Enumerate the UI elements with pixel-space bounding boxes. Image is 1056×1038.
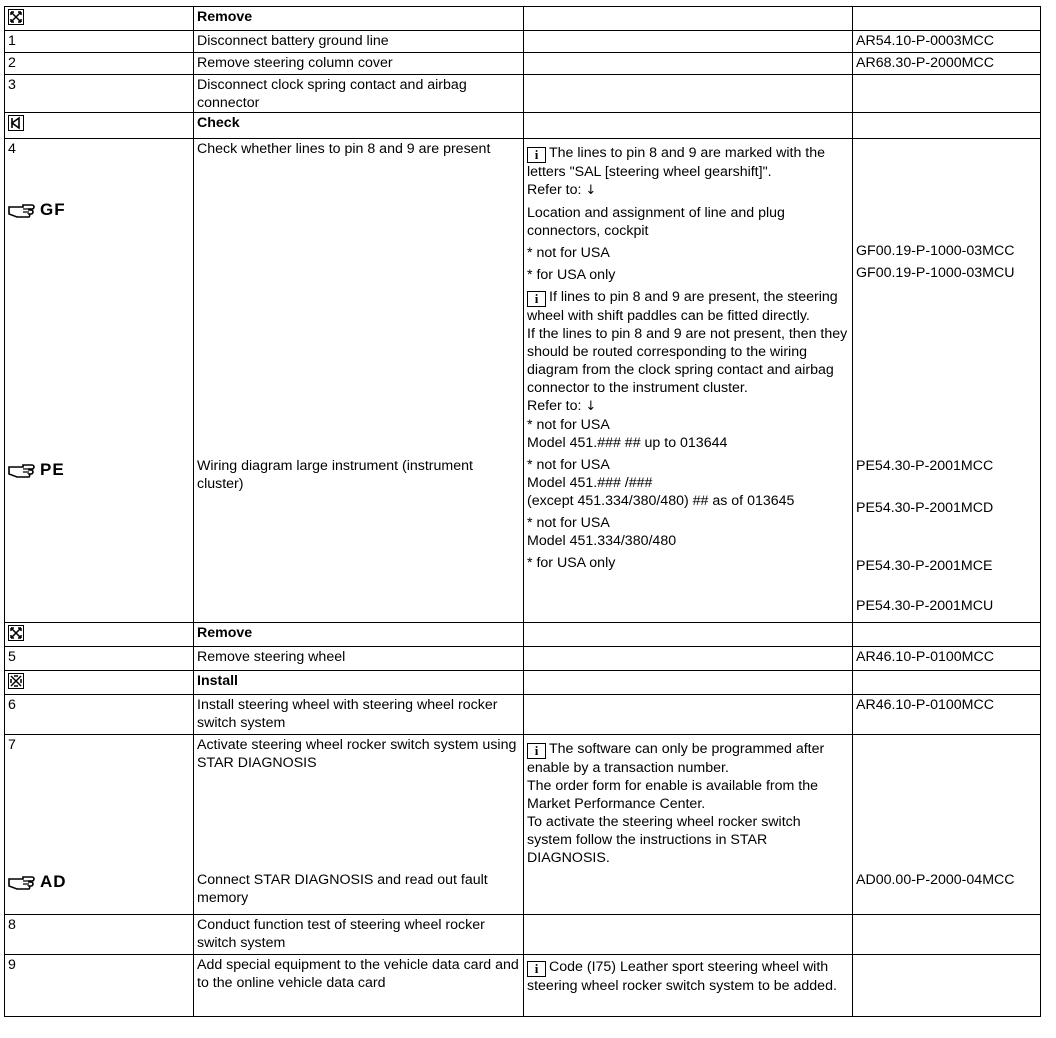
section-row-check: [5, 113, 1041, 139]
condition-text: * not for USA: [527, 417, 610, 433]
step-text: Activate steering wheel rocker switch system using STAR DIAGNOSIS: [197, 737, 517, 771]
reference-link[interactable]: PE54.30-P-2001MCD: [856, 500, 994, 516]
table-row: [5, 53, 1041, 75]
table-row: [5, 915, 1041, 955]
condition-text: * not for USA: [527, 457, 610, 473]
note-text: Code (I75) Leather sport steering wheel with steering wheel rocker switch system to be added.: [527, 959, 837, 994]
step-number: 7: [8, 737, 16, 753]
note-text: If lines to pin 8 and 9 are present, the steering wheel with shift paddles can be fitted directly.: [527, 289, 838, 324]
section-row-install: [5, 671, 1041, 695]
work-procedure-table: [4, 6, 1041, 1017]
condition-text: * for USA only: [527, 555, 616, 571]
model-text: Model 451.### /###: [527, 475, 653, 491]
reference-link[interactable]: AR68.30-P-2000MCC: [853, 53, 1041, 75]
note-text: The order form for enable is available from the Market Performance Center.: [527, 778, 818, 812]
section-title: Remove: [194, 7, 524, 31]
install-icon: [8, 673, 24, 689]
step-number: 5: [5, 647, 194, 671]
table-row: [5, 695, 1041, 735]
note-text: If the lines to pin 8 and 9 are not present, then they should be routed corresponding to the wiring diagram from the clock spring contact and airbag connector to the instrument cluster.: [527, 326, 848, 396]
table-row: [5, 75, 1041, 113]
remove-icon: [8, 625, 24, 641]
pe-label: PE: [40, 460, 65, 479]
step-text: Remove steering wheel: [194, 647, 524, 671]
table-row: [5, 955, 1041, 1017]
reference-link[interactable]: PE54.30-P-2001MCU: [856, 598, 994, 614]
info-icon: i: [527, 961, 546, 977]
step-number: 9: [5, 955, 194, 1017]
step-number: 1: [5, 31, 194, 53]
table-row: [5, 31, 1041, 53]
reference-link[interactable]: AD00.00-P-2000-04MCC: [856, 872, 1015, 888]
section-row-remove: [5, 7, 1041, 31]
section-title: Install: [194, 671, 524, 695]
reference-link[interactable]: AR46.10-P-0100MCC: [853, 695, 1041, 735]
note-text: The software can only be programmed after enable by a transaction number.: [527, 741, 825, 776]
step-number: 2: [5, 53, 194, 75]
step-text: Add special equipment to the vehicle data card and to the online vehicle data card: [194, 955, 524, 1017]
reference-link[interactable]: AR54.10-P-0003MCC: [853, 31, 1041, 53]
step-number: 4: [8, 141, 16, 157]
note-text: The lines to pin 8 and 9 are marked with the letters "SAL [steering wheel gearshift]".: [527, 145, 826, 180]
gf-label: GF: [40, 200, 66, 219]
ad-text: Connect STAR DIAGNOSIS and read out fault memory: [197, 872, 488, 906]
down-arrow-icon[interactable]: ↓: [585, 183, 597, 198]
section-title: Remove: [194, 623, 524, 647]
step-number: 6: [5, 695, 194, 735]
pointing-hand-icon: [8, 874, 38, 890]
reference-link[interactable]: GF00.19-P-1000-03MCC: [856, 243, 1015, 259]
table-row: [5, 139, 1041, 623]
refer-to-label: Refer to:: [527, 182, 582, 198]
note-text: To activate the steering wheel rocker switch system follow the instructions in STAR DIAGNOSIS.: [527, 814, 801, 866]
model-text: (except 451.334/380/480) ## as of 013645: [527, 493, 795, 509]
step-text: Disconnect battery ground line: [194, 31, 524, 53]
model-text: Model 451.### ## up to 013644: [527, 435, 728, 451]
step-text: Check whether lines to pin 8 and 9 are present: [197, 141, 491, 157]
wiring-diagram-text: Wiring diagram large instrument (instrument cluster): [197, 458, 473, 492]
step-text: Install steering wheel with steering wheel rocker switch system: [194, 695, 524, 735]
refer-to-label: Refer to:: [527, 398, 582, 414]
model-text: Model 451.334/380/480: [527, 533, 677, 549]
check-icon: [8, 115, 24, 131]
step-text: Conduct function test of steering wheel rocker switch system: [194, 915, 524, 955]
down-arrow-icon[interactable]: ↓: [585, 399, 597, 414]
step-number: 8: [5, 915, 194, 955]
step-text: Remove steering column cover: [194, 53, 524, 75]
condition-text: * not for USA: [527, 515, 610, 531]
remove-icon: [8, 9, 24, 25]
gf-reference-marker[interactable]: [8, 201, 66, 219]
reference-link[interactable]: AR46.10-P-0100MCC: [853, 647, 1041, 671]
info-icon: i: [527, 147, 546, 163]
reference-link[interactable]: PE54.30-P-2001MCE: [856, 558, 993, 574]
step-text: Disconnect clock spring contact and airbag connector: [194, 75, 524, 113]
pointing-hand-icon: [8, 202, 38, 218]
info-icon: i: [527, 743, 546, 759]
section-title: Check: [194, 113, 524, 139]
pe-reference-marker[interactable]: [8, 461, 65, 479]
ad-reference-marker[interactable]: [8, 873, 67, 891]
table-row: [5, 735, 1041, 915]
condition-text: * not for USA: [527, 245, 610, 261]
table-row: [5, 647, 1041, 671]
step-number: 3: [5, 75, 194, 113]
ad-label: AD: [40, 872, 67, 891]
location-text: Location and assignment of line and plug connectors, cockpit: [527, 205, 785, 239]
reference-link[interactable]: GF00.19-P-1000-03MCU: [856, 265, 1015, 281]
section-row-remove: [5, 623, 1041, 647]
condition-text: * for USA only: [527, 267, 616, 283]
pointing-hand-icon: [8, 462, 38, 478]
reference-link[interactable]: PE54.30-P-2001MCC: [856, 458, 994, 474]
info-icon: i: [527, 291, 546, 307]
